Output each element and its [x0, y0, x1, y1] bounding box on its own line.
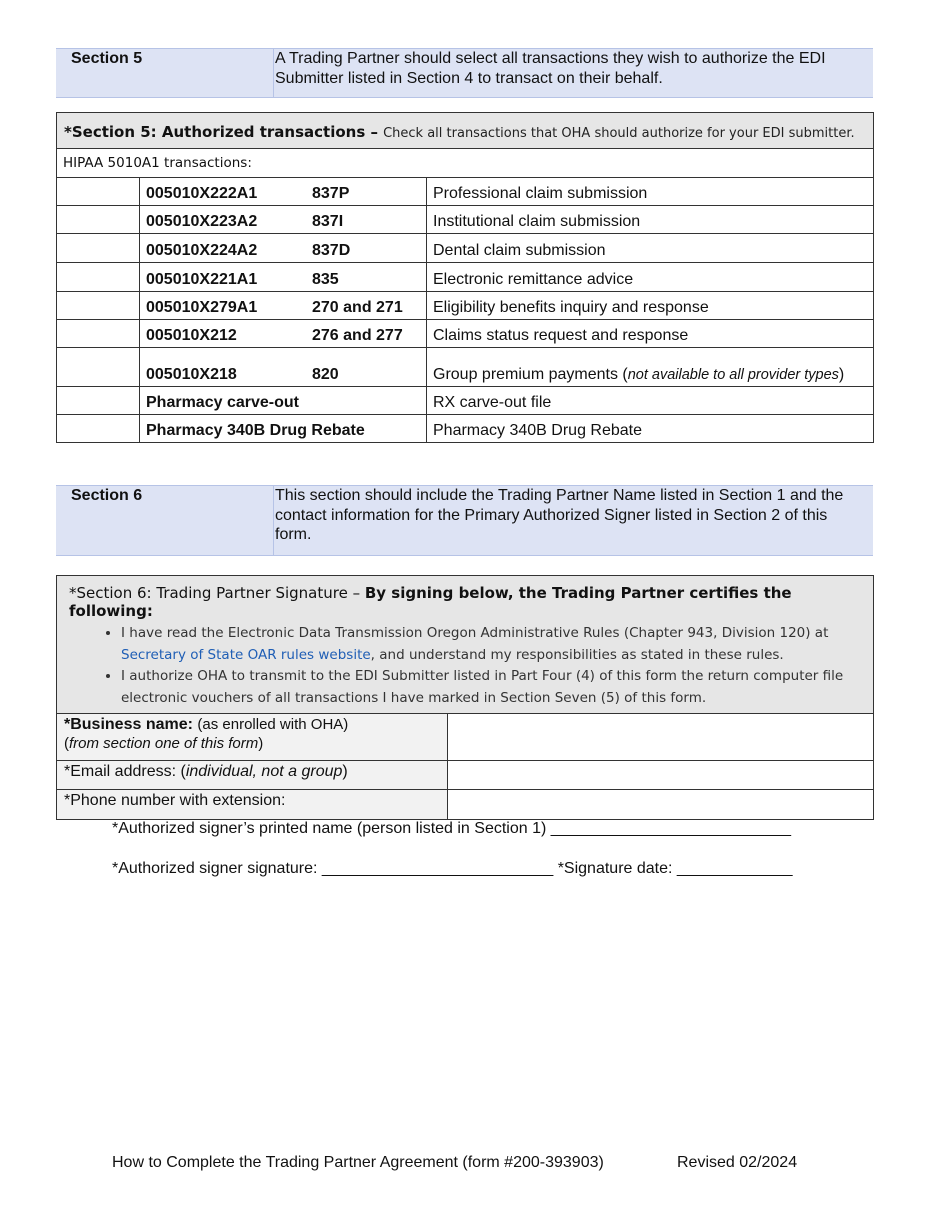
- transactions-title: *Section 5: Authorized transactions –: [64, 123, 378, 141]
- phone-number-label: *Phone number with extension:: [57, 790, 448, 820]
- transaction-checkbox-cell[interactable]: [57, 178, 140, 206]
- transaction-checkbox-cell[interactable]: [57, 387, 140, 415]
- transaction-row: [57, 387, 874, 415]
- transaction-code: Pharmacy 340B Drug Rebate: [146, 422, 365, 439]
- section-6-description: This section should include the Trading Partner Name listed in Section 1 and the contact information for the Primary Authorized Signer listed in Section 2 of this form.: [273, 486, 867, 555]
- transaction-description: Professional claim submission: [427, 178, 874, 206]
- transaction-code: 005010X224A2: [146, 242, 258, 259]
- transaction-checkbox-cell[interactable]: [57, 348, 140, 387]
- signer-signature-line[interactable]: *Authorized signer signature: __________________________ *Signature date: _____________: [112, 860, 793, 877]
- certification-item-1: • I have read the Electronic Data Transmission Oregon Administrative Rules (Chapter 943, Division 120) at Secretary of State OAR rules website, and understand my responsibilities as stated in these rules.: [121, 623, 861, 666]
- signature-table: [56, 575, 874, 820]
- transaction-code: Pharmacy carve-out: [146, 394, 299, 411]
- transaction-description: RX carve-out file: [427, 387, 874, 415]
- transaction-code: 005010X218: [146, 366, 237, 383]
- business-name-field[interactable]: [448, 714, 874, 761]
- transactions-header: [57, 113, 874, 149]
- footer-form-title: How to Complete the Trading Partner Agreement (form #200-393903): [112, 1154, 604, 1171]
- transaction-description: Dental claim submission: [427, 234, 874, 263]
- signer-printed-name-line[interactable]: *Authorized signer’s printed name (person listed in Section 1) ___________________________: [112, 820, 792, 837]
- transaction-row: [57, 348, 874, 387]
- transaction-code: 005010X223A2: [146, 213, 258, 230]
- transaction-type: 820: [312, 366, 339, 383]
- email-address-label: *Email address: (individual, not a group): [57, 761, 448, 790]
- section-5-banner: [56, 48, 873, 98]
- section-5-label: Section 5: [71, 50, 143, 67]
- transaction-code-cell: [140, 348, 427, 387]
- transaction-code-cell: [140, 320, 427, 348]
- transaction-type: 837D: [312, 242, 351, 259]
- oar-rules-link[interactable]: Secretary of State OAR rules website: [121, 646, 371, 663]
- transaction-code: 005010X212: [146, 327, 237, 344]
- transaction-description: Group premium payments (not available to all provider types): [427, 348, 874, 387]
- transaction-row: [57, 292, 874, 320]
- email-address-field[interactable]: [448, 761, 874, 790]
- transaction-description: Pharmacy 340B Drug Rebate: [427, 415, 874, 443]
- signature-title: *Section 6: Trading Partner Signature –: [69, 584, 361, 602]
- section-6-banner: [56, 485, 873, 556]
- transaction-row: [57, 234, 874, 263]
- transaction-code: 005010X279A1: [146, 299, 258, 316]
- transaction-type: 276 and 277: [312, 327, 403, 344]
- transaction-description: Institutional claim submission: [427, 206, 874, 234]
- hipaa-label: HIPAA 5010A1 transactions:: [57, 149, 874, 178]
- transaction-type: 835: [312, 271, 339, 288]
- transaction-description: Claims status request and response: [427, 320, 874, 348]
- transactions-subtitle: Check all transactions that OHA should authorize for your EDI submitter.: [383, 126, 855, 141]
- transaction-code-cell: [140, 292, 427, 320]
- transaction-checkbox-cell[interactable]: [57, 234, 140, 263]
- transaction-code: 005010X222A1: [146, 185, 258, 202]
- certification-item-2: • I authorize OHA to transmit to the EDI Submitter listed in Part Four (4) of this form the return computer file electronic vouchers of all transactions I have marked in Section Seven (5) of this form.: [121, 666, 861, 709]
- transaction-code-cell: [140, 206, 427, 234]
- transaction-code-cell: [140, 178, 427, 206]
- section-5-description: A Trading Partner should select all transactions they wish to authorize the EDI Submitter listed in Section 4 to transact on their behalf.: [273, 49, 867, 97]
- signature-subtitle: By signing below, the Trading Partner certifies the following:: [69, 584, 792, 620]
- transaction-type: 837I: [312, 213, 344, 230]
- transaction-checkbox-cell[interactable]: [57, 206, 140, 234]
- phone-number-field[interactable]: [448, 790, 874, 820]
- transaction-checkbox-cell[interactable]: [57, 415, 140, 443]
- transaction-row: [57, 320, 874, 348]
- transaction-code-cell: [140, 387, 427, 415]
- transaction-checkbox-cell[interactable]: [57, 320, 140, 348]
- business-name-label: *Business name: (as enrolled with OHA) (from section one of this form): [57, 714, 448, 761]
- transaction-row: [57, 178, 874, 206]
- signature-header: [57, 576, 874, 714]
- transaction-code-cell: [140, 263, 427, 292]
- transaction-description: Eligibility benefits inquiry and response: [427, 292, 874, 320]
- certification-list: [69, 623, 861, 709]
- section-6-label: Section 6: [71, 487, 143, 504]
- transaction-description: Electronic remittance advice: [427, 263, 874, 292]
- transaction-code: 005010X221A1: [146, 271, 258, 288]
- authorized-transactions-table: [56, 112, 874, 443]
- footer-revised-date: Revised 02/2024: [677, 1154, 798, 1171]
- transaction-row: [57, 263, 874, 292]
- transaction-type: 837P: [312, 185, 350, 202]
- transaction-code-cell: [140, 234, 427, 263]
- transaction-checkbox-cell[interactable]: [57, 263, 140, 292]
- transaction-code-cell: [140, 415, 427, 443]
- transaction-row: [57, 206, 874, 234]
- transaction-row: [57, 415, 874, 443]
- transaction-type: 270 and 271: [312, 299, 403, 316]
- transaction-checkbox-cell[interactable]: [57, 292, 140, 320]
